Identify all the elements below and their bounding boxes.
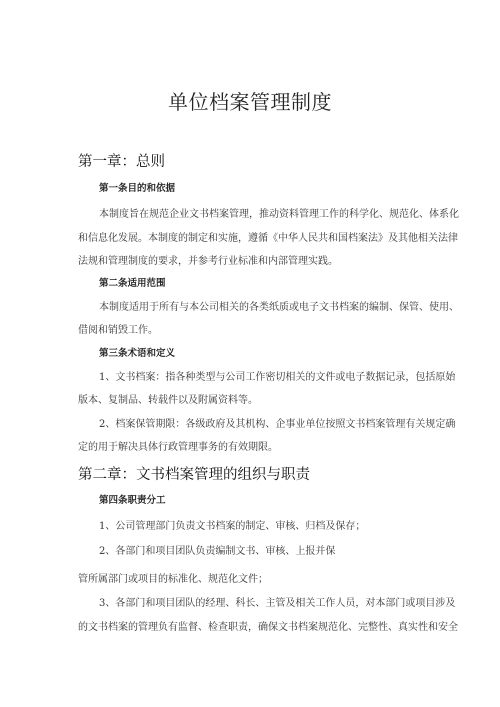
article-3-line-1: 1、文书档案：指各种类型与公司工作密切相关的文件或电子数据记录，包括原始	[99, 372, 456, 383]
chapter-1-heading: 第一章：总则	[78, 154, 165, 170]
document-title: 单位档案管理制度	[168, 90, 332, 114]
article-2-heading: 第二条适用范围	[99, 278, 166, 289]
article-1-line-2: 和信息化发展。本制度的制定和实施，遵循《中华人民共和国档案法》及其他相关法律	[78, 233, 458, 244]
article-4-heading: 第四条职责分工	[99, 495, 166, 506]
article-1-line-3: 法规和管理制度的要求，并参考行业标准和内部管理实践。	[78, 256, 338, 267]
article-4-line-5: 的文书档案的管理负有监督、检查职责，确保文书档案规范化、完整性、真实性和安全	[78, 622, 458, 633]
article-4-line-1: 1、公司管理部门负责文书档案的制定、审核、归档及保存；	[99, 521, 366, 532]
article-1-heading: 第一条目的和依据	[99, 183, 176, 194]
article-4-line-2: 2、各部门和项目团队负责编制文书、审核、上报并保	[99, 546, 336, 557]
article-3-line-2: 版本、复制品、转载件以及附属资料等。	[78, 395, 258, 406]
article-4-line-4: 3、各部门和项目团队的经理、科长、主管及相关工作人员，对本部门或项目涉及	[99, 598, 456, 609]
chapter-2-heading: 第二章：文书档案管理的组织与职责	[78, 467, 310, 483]
article-2-line-2: 借阅和销毁工作。	[78, 325, 158, 336]
article-3-line-4: 定的用于解决具体行政管理事务的有效期限。	[78, 442, 278, 453]
article-3-line-3: 2、档案保管期限：各级政府及其机构、企事业单位按照文书档案管理有关规定确	[99, 419, 456, 430]
article-1-line-1: 本制度旨在规范企业文书档案管理，推动资料管理工作的科学化、规范化、体系化	[99, 209, 459, 220]
article-2-line-1: 本制度适用于所有与本公司相关的各类纸质或电子文书档案的编制、保管、使用、	[99, 302, 459, 313]
article-3-heading: 第三条术语和定义	[99, 348, 176, 359]
article-4-line-3: 管所属部门或项目的标准化、规范化文件；	[78, 574, 268, 585]
